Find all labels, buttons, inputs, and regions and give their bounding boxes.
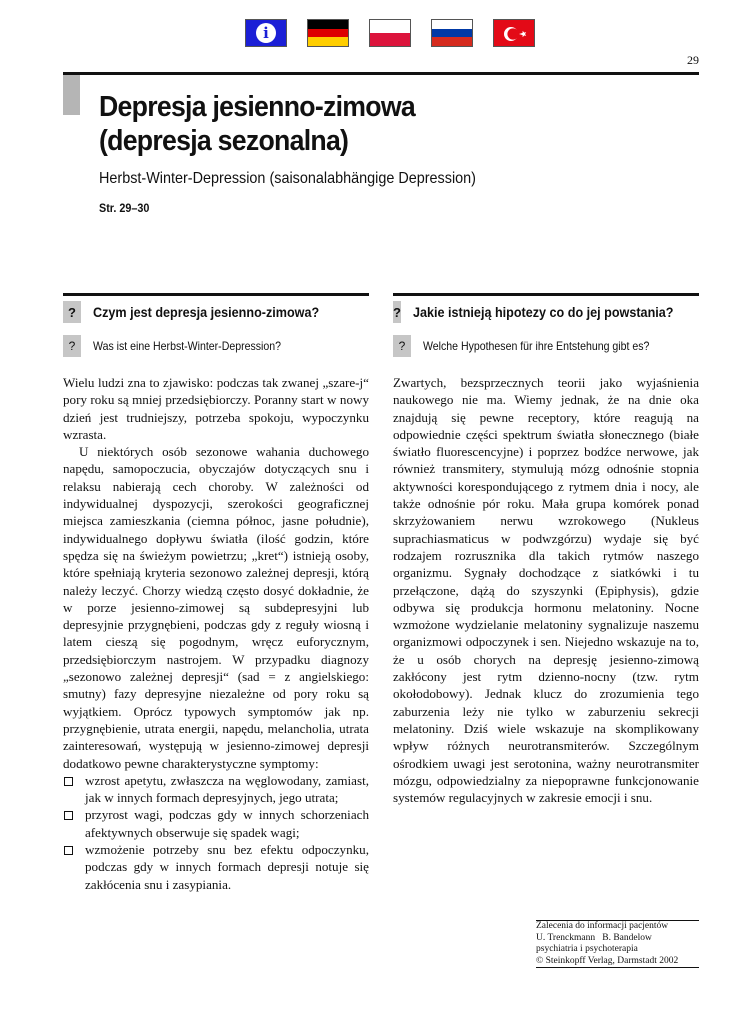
page-title: [99, 90, 415, 158]
page-reference: Str. 29–30: [99, 201, 150, 215]
left-question-block: [63, 293, 369, 357]
symptom-list: [63, 772, 369, 893]
question-heading-de: Welche Hypothesen für ihre Entstehung gibt es?: [423, 339, 650, 353]
checkbox-bullet-icon: [64, 777, 73, 786]
russia-flag-icon[interactable]: [431, 19, 473, 47]
list-item: wzrost apetytu, zwłaszcza na węglowodany, zamiast, jak w innych formach depresyjnych, jego utrata;: [63, 772, 369, 807]
title-marker: [63, 75, 80, 115]
question-icon: ?: [393, 335, 411, 357]
question-heading-de: Was ist eine Herbst-Winter-Depression?: [93, 339, 281, 353]
title-line-1: Depresja jesienno-zimowa: [99, 91, 415, 123]
question-heading: Czym jest depresja jesienno-zimowa?: [93, 304, 320, 320]
top-rule: [63, 72, 699, 75]
crescent-star-icon: [494, 20, 535, 47]
question-icon: ?: [63, 335, 81, 357]
section-rule: [63, 293, 369, 296]
page-number: 29: [687, 53, 699, 67]
footer-credits: [536, 920, 699, 968]
title-line-2: (depresja sezonalna): [99, 125, 349, 157]
checkbox-bullet-icon: [64, 846, 73, 855]
question-icon: ?: [393, 301, 401, 323]
list-item: przyrost wagi, podczas gdy w innych schorzeniach afektywnych obserwuje się spadek wagi;: [63, 806, 369, 841]
subtitle: Herbst-Winter-Depression (saisonalabhängige Depression): [99, 170, 476, 187]
turkey-flag-icon[interactable]: [493, 19, 535, 47]
footer-rule: [536, 967, 699, 968]
info-icon[interactable]: [245, 19, 287, 47]
section-rule: [393, 293, 699, 296]
paragraph: Zwartych, bezsprzecznych teorii jako wyjaśnienia naukowego nie ma. Wiemy jednak, że na dnie oka znajdują się pewne receptory, które reagują na odpowiednie części spektrum światła słonecznego (białe światło fluorescencyjne) i poprzez bodźce nerwowe, jak również transmitery, stymulują mózg odnośnie stopnia aktywności korespondującego z rytmem dnia i nocy, ale także odnośnie pór roku. Mała grupa komórek ponad skrzyżowaniem nerwu wzrokowego (Nukleus suprachiasmaticus w podwzgórzu) wydaje się być rodzajem rozrusznika dla takich rytmów naszego organizmu. Sygnały dochodzące z siatkówki i tu przełączone, dążą do szyszynki (Epiphysis), gdzie odbywa się produkcja hormonu melatoniny. Nocne wzmożone wydzielanie melatoniny sygnalizuje naszemu organizmowi odpoczynek i sen. Niejedno wskazuje na to, że u osób chorych na depresję jesienno-zimową zakłócony jest rytm dzienno-nocny (tzw. rytm okołodobowy). Jednak klucz do zrozumienia tego zaburzenia leży nie tylko w zaburzeniu sekrecji melatoniny. Dziś wiele wskazuje na skomplikowany wpływ różnych neurotransmiterów. Szczególnym ośrodkiem uwagi jest serotonina, ważny neurotransmiter mózgu, odpowiedzialny za niepoprawne funkcjonowanie systemów regulacyjnych w zakresie emocji i snu.: [393, 375, 699, 806]
question-heading: Jakie istnieją hipotezy co do jej powstania?: [412, 304, 674, 320]
footer-line: U. Trenckmann B. Bandelow: [536, 932, 652, 943]
footer-line: © Steinkopff Verlag, Darmstadt 2002: [536, 955, 679, 966]
paragraph: Wielu ludzi zna to zjawisko: podczas tak zwanej „szare-j“ pory roku są mniej przedsiębiorczy. Poranny start w nowy dzień jest trudniejszy, potrzeba spokoju, wypoczynku wzrasta.: [63, 375, 369, 442]
left-column-text: [63, 374, 369, 893]
info-glyph: i: [256, 23, 276, 43]
right-column-text: [393, 374, 699, 806]
germany-flag-icon[interactable]: [307, 19, 349, 47]
poland-flag-icon[interactable]: [369, 19, 411, 47]
right-question-block: [393, 293, 699, 357]
paragraph: U niektórych osób sezonowe wahania duchowego napędu, samopoczucia, obyczajów dotyczących snu i relaksu nabierają cech choroby. W zależności od indywidualnej dyspozycji, szerokości geograficznej miejsca zamieszkania (ciemna północ, jasne południe), indywidualnego dopływu światła (ilość godzin, które spędza się na świeżym powietrzu; „kret“) istnieją osoby, które spełniają kryteria sezonowo zależnej depresji, którą należy leczyć. Chorzy wiedzą często dosyć dokładnie, że w porze jesienno-zimowej są subdepresyjni lub depresyjnie przygnębieni, podczas gdy z reguły wiosną i latem cieszą się pogodnym, wręcz euforycznym, przedsiębiorczym nastrojem. W przypadku diagnozy „sezonowo zależnej depresji“ (sad = z angielskiego: smutny) fazy depresyjne niezależne od pory roku są wyjątkiem. Oprócz typowych symptomów jak np. przygnębienie, utrata energii, napędu, melancholia, utrata zainteresowań, występują w jesienno-zimowej depresji dodatkowo pewne charakterystyczne symptomy:: [63, 444, 369, 771]
list-item: wzmożenie potrzeby snu bez efektu odpoczynku, podczas gdy w innych formach depresji notuje się zakłócenia snu i zasypiania.: [63, 841, 369, 893]
checkbox-bullet-icon: [64, 811, 73, 820]
question-icon: ?: [63, 301, 81, 323]
footer-line: Zalecenia do informacji pacjentów: [536, 921, 669, 931]
footer-line: psychiatria i psychoterapia: [536, 944, 638, 955]
